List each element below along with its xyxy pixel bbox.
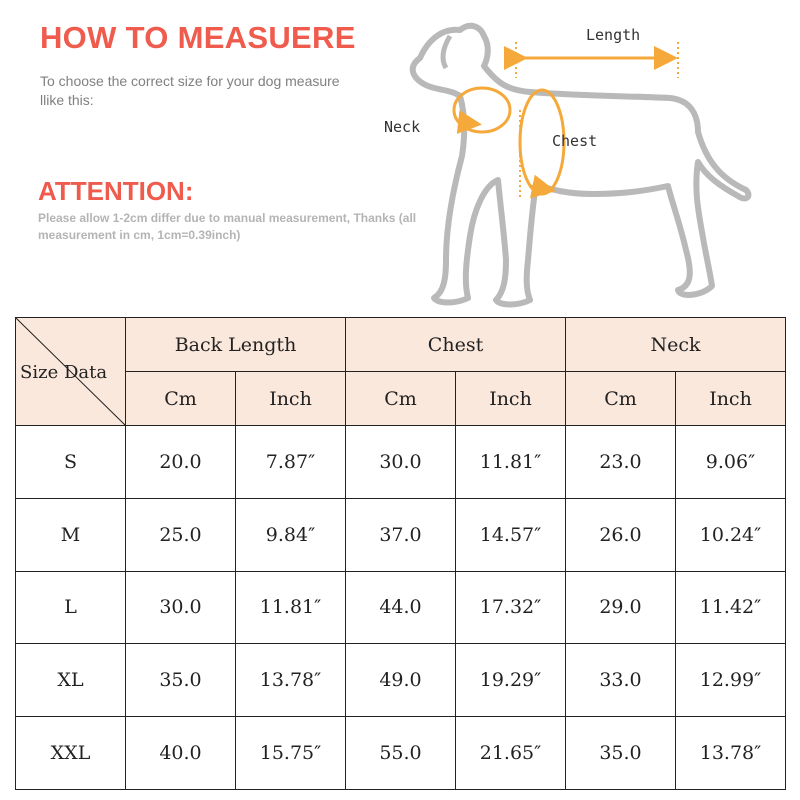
value-cell: 17.32″ xyxy=(456,571,566,644)
value-cell: 35.0 xyxy=(566,717,676,790)
value-cell: 13.78″ xyxy=(236,644,346,717)
value-cell: 13.78″ xyxy=(676,717,786,790)
size-cell: XL xyxy=(16,644,126,717)
value-cell: 35.0 xyxy=(126,644,236,717)
chest-label: Chest xyxy=(552,132,598,150)
value-cell: 9.84″ xyxy=(236,498,346,571)
value-cell: 7.87″ xyxy=(236,426,346,499)
length-label: Length xyxy=(586,26,641,44)
group-header-neck: Neck xyxy=(566,318,786,372)
group-header-back-length: Back Length xyxy=(126,318,346,372)
value-cell: 12.99″ xyxy=(676,644,786,717)
dog-measurement-diagram xyxy=(380,10,780,310)
value-cell: 30.0 xyxy=(346,426,456,499)
value-cell: 26.0 xyxy=(566,498,676,571)
value-cell: 11.42″ xyxy=(676,571,786,644)
unit-header-row xyxy=(16,372,786,426)
unit-header: Cm xyxy=(346,372,456,426)
value-cell: 14.57″ xyxy=(456,498,566,571)
value-cell: 33.0 xyxy=(566,644,676,717)
size-cell: XXL xyxy=(16,717,126,790)
value-cell: 40.0 xyxy=(126,717,236,790)
value-cell: 9.06″ xyxy=(676,426,786,499)
value-cell: 19.29″ xyxy=(456,644,566,717)
value-cell: 44.0 xyxy=(346,571,456,644)
value-cell: 25.0 xyxy=(126,498,236,571)
size-cell: L xyxy=(16,571,126,644)
dog-silhouette xyxy=(413,26,749,305)
value-cell: 29.0 xyxy=(566,571,676,644)
corner-cell xyxy=(16,318,126,426)
table-row xyxy=(16,644,786,717)
table-row xyxy=(16,498,786,571)
neck-label: Neck xyxy=(384,118,421,136)
group-header-chest: Chest xyxy=(346,318,566,372)
page-title: HOW TO MEASUERE xyxy=(40,20,356,55)
corner-label: Size Data xyxy=(20,362,108,383)
value-cell: 23.0 xyxy=(566,426,676,499)
size-cell: M xyxy=(16,498,126,571)
value-cell: 10.24″ xyxy=(676,498,786,571)
value-cell: 55.0 xyxy=(346,717,456,790)
attention-note: Please allow 1-2cm differ due to manual measurement, Thanks (all measurement in cm, 1cm=0.39inch) xyxy=(38,211,417,242)
unit-header: Cm xyxy=(566,372,676,426)
value-cell: 11.81″ xyxy=(456,426,566,499)
size-chart-table xyxy=(15,317,786,790)
neck-arrow xyxy=(458,122,476,124)
unit-header: Inch xyxy=(456,372,566,426)
table-row xyxy=(16,426,786,499)
value-cell: 11.81″ xyxy=(236,571,346,644)
attention-heading: ATTENTION: xyxy=(38,176,194,206)
group-header-row xyxy=(16,318,786,372)
value-cell: 21.65″ xyxy=(456,717,566,790)
unit-header: Inch xyxy=(236,372,346,426)
value-cell: 49.0 xyxy=(346,644,456,717)
size-cell: S xyxy=(16,426,126,499)
unit-header: Cm xyxy=(126,372,236,426)
value-cell: 15.75″ xyxy=(236,717,346,790)
value-cell: 20.0 xyxy=(126,426,236,499)
table-row xyxy=(16,571,786,644)
value-cell: 30.0 xyxy=(126,571,236,644)
instruction-text: To choose the correct size for your dog measure llike this: xyxy=(40,73,340,108)
table-row xyxy=(16,717,786,790)
unit-header: Inch xyxy=(676,372,786,426)
value-cell: 37.0 xyxy=(346,498,456,571)
